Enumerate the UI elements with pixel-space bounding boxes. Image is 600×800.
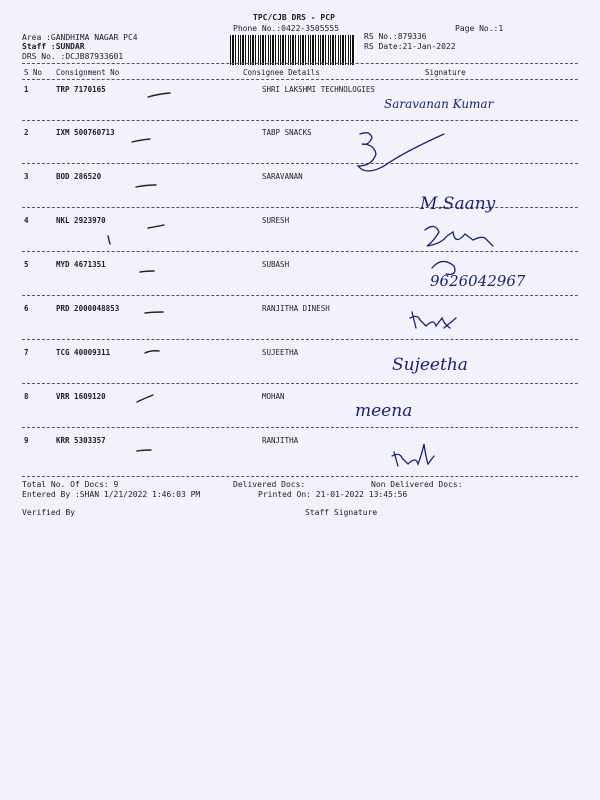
row-consignee: SURESH — [262, 216, 290, 225]
rs-date: RS Date:21-Jan-2022 — [364, 42, 456, 51]
row-consignment: MYD 4671351 — [56, 260, 106, 269]
delivered-docs: Delivered Docs: — [233, 480, 306, 489]
row-sno: 1 — [24, 85, 29, 94]
entered-by: Entered By :SHAN 1/21/2022 1:46:03 PM — [22, 490, 201, 499]
verified-by: Verified By — [22, 508, 75, 517]
row-consignment: VRR 1609120 — [56, 392, 106, 401]
area-label: Area :GANDHIMA NAGAR PC4 — [22, 33, 138, 42]
row-sno: 6 — [24, 304, 29, 313]
drs-number: DRS No. :DCJB87933601 — [22, 52, 124, 61]
signature-row-3: M.Saany — [420, 194, 496, 214]
signature-row-8: meena — [355, 401, 413, 421]
signature-row-1: Saravanan Kumar — [384, 97, 494, 111]
row-consignee: RANJITHA — [262, 436, 299, 445]
row-sno: 4 — [24, 216, 29, 225]
page-number: Page No.:1 — [455, 24, 504, 33]
row-consignment: BOD 286520 — [56, 172, 102, 181]
column-header-sno: S No — [24, 68, 43, 77]
row-consignment: TCG 40009311 — [56, 348, 111, 357]
row-consignment: IXM 500760713 — [56, 128, 115, 137]
row-sno: 7 — [24, 348, 29, 357]
row-consignment: NKL 2923970 — [56, 216, 106, 225]
row-consignee: MOHAN — [262, 392, 285, 401]
row-sno: 5 — [24, 260, 29, 269]
total-docs: Total No. Of Docs: 9 — [22, 480, 119, 489]
row-consignee: SUJEETHA — [262, 348, 299, 357]
column-header-consignment: Consignment No — [56, 68, 120, 77]
row-sno: 9 — [24, 436, 29, 445]
rs-number: RS No.:879336 — [364, 32, 427, 41]
printed-on: Printed On: 21-01-2022 13:45:56 — [258, 490, 408, 499]
staff-label: Staff :SUNDAR — [22, 42, 85, 51]
row-consignee: SHRI LAKSHMI TECHNOLOGIES — [262, 85, 375, 94]
row-consignment: PRD 2000048853 — [56, 304, 120, 313]
row-sno: 8 — [24, 392, 29, 401]
row-consignee: TABP SNACKS — [262, 128, 312, 137]
signature-row-7: Sujeetha — [392, 355, 468, 375]
row-sno: 2 — [24, 128, 29, 137]
signature-row-6 — [410, 312, 456, 328]
column-header-signature: Signature — [425, 68, 466, 77]
row-consignment: TRP 7170165 — [56, 85, 106, 94]
phone-number: Phone No.:0422-3505555 — [233, 24, 339, 33]
signature-row-5: 9626042967 — [430, 272, 526, 290]
row-consignee: SARAVANAN — [262, 172, 303, 181]
document-title: TPC/CJB DRS - PCP — [253, 13, 335, 22]
row-consignment: KRR 5303357 — [56, 436, 106, 445]
signature-row-4 — [425, 226, 493, 246]
row-consignee: RANJITHA DINESH — [262, 304, 330, 313]
row-consignee: SUBASH — [262, 260, 290, 269]
column-header-consignee: Consignee Details — [243, 68, 320, 77]
row-sno: 3 — [24, 172, 29, 181]
non-delivered-docs: Non Delivered Docs: — [371, 480, 463, 489]
signature-row-9 — [392, 444, 434, 466]
staff-signature: Staff Signature — [305, 508, 378, 517]
signature-row-2 — [358, 133, 444, 171]
